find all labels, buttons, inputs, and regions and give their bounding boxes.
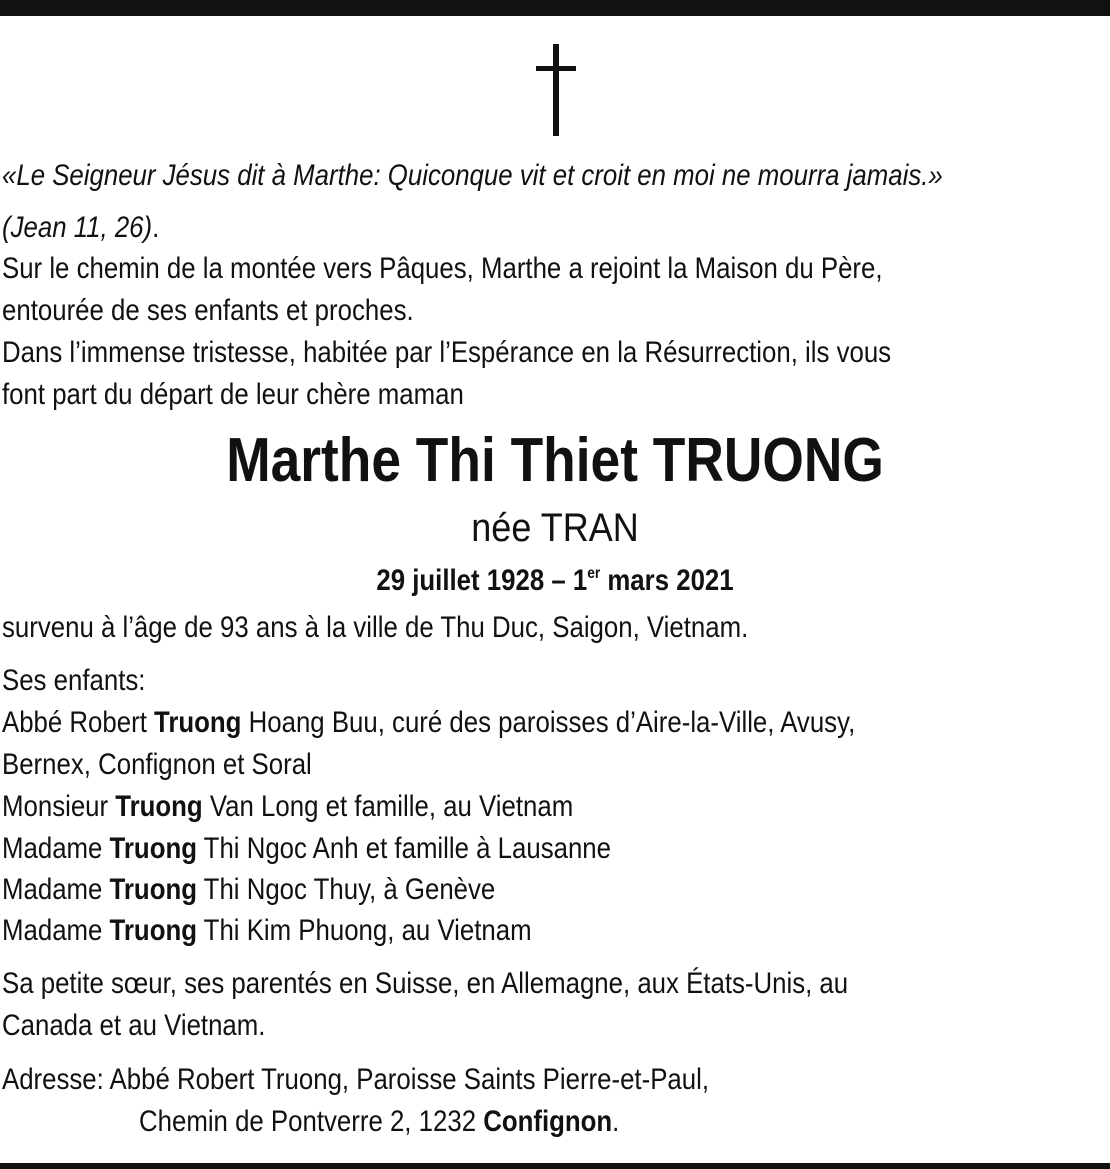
child-entry: Madame Truong Thi Kim Phuong, au Vietnam — [2, 914, 532, 947]
deceased-name: Marthe Thi Thiet TRUONG — [226, 426, 884, 495]
child-entry-continued: Bernex, Confignon et Soral — [2, 748, 312, 781]
child-entry: Madame Truong Thi Ngoc Thuy, à Genève — [2, 873, 496, 906]
child-entry: Madame Truong Thi Ngoc Anh et famille à Lausanne — [2, 832, 612, 865]
top-rule — [0, 0, 1110, 16]
family-text-line: Sa petite sœur, ses parentés en Suisse, en Allemagne, aux États-Unis, au — [2, 967, 849, 1000]
family-text-line: Canada et au Vietnam. — [2, 1009, 266, 1042]
address-line: Chemin de Pontverre 2, 1232 Confignon. — [139, 1105, 620, 1138]
intro-text-line: Dans l’immense tristesse, habitée par l’Espérance en la Résurrection, ils vous — [2, 336, 892, 369]
death-details: survenu à l’âge de 93 ans à la ville de Thu Duc, Saigon, Vietnam. — [2, 611, 749, 644]
child-entry: Monsieur Truong Van Long et famille, au Vietnam — [2, 790, 574, 823]
child-entry: Abbé Robert Truong Hoang Buu, curé des paroisses d’Aire-la-Ville, Avusy, — [2, 706, 856, 739]
intro-text-line: entourée de ses enfants et proches. — [2, 294, 414, 327]
children-heading: Ses enfants: — [2, 664, 146, 697]
quote-reference: (Jean 11, 26). — [2, 211, 160, 244]
intro-text-line: Sur le chemin de la montée vers Pâques, Marthe a rejoint la Maison du Père, — [2, 252, 883, 285]
address-label: Adresse: — [2, 1063, 104, 1096]
intro-text-line: font part du départ de leur chère maman — [2, 378, 464, 411]
maiden-name: née TRAN — [471, 506, 639, 550]
bottom-rule — [0, 1163, 1110, 1169]
address-line: Adresse: Abbé Robert Truong, Paroisse Saints Pierre-et-Paul, — [2, 1063, 710, 1096]
life-dates: 29 juillet 1928 – 1er mars 2021 — [376, 564, 734, 597]
cross-icon — [536, 44, 576, 136]
bible-quote: «Le Seigneur Jésus dit à Marthe: Quiconque vit et croit en moi ne mourra jamais.» — [2, 159, 943, 192]
